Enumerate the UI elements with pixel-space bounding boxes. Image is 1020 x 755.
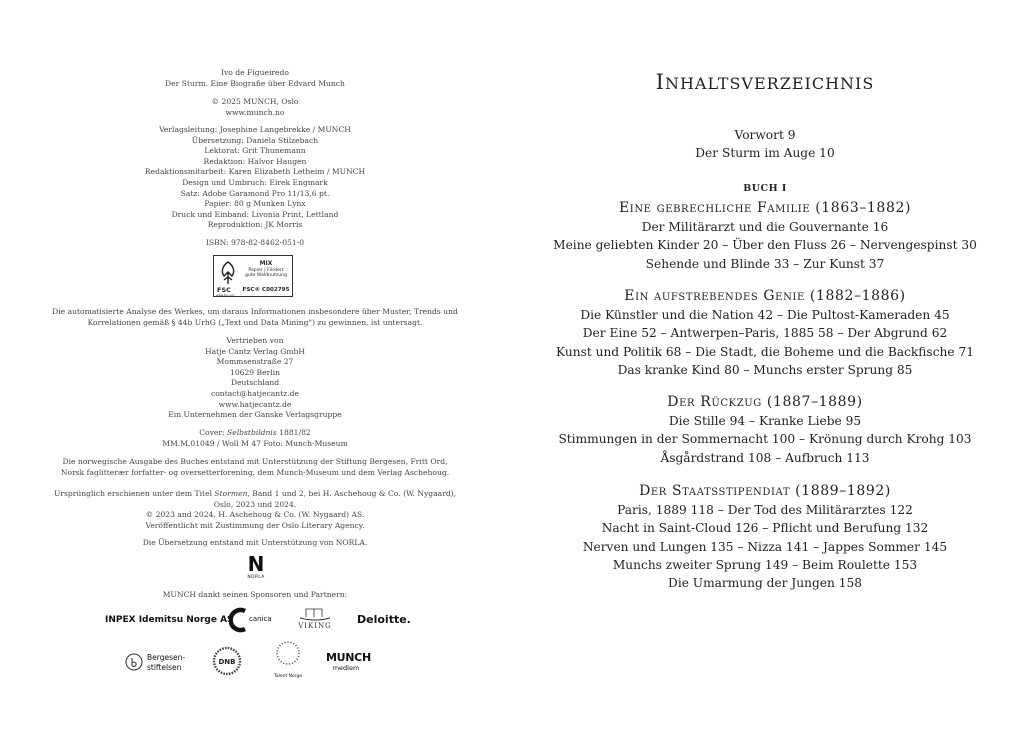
imprint-line: Druck und Einband: Livonia Print, Lettland [171, 209, 339, 219]
toc-chapter-title: Eine gebrechliche Familie (1863–1882) [618, 200, 912, 216]
imprint-line: Oslo, 2023 und 2024. [213, 499, 297, 509]
imprint-line: Design und Umbruch: Eirek Engmark [182, 177, 328, 187]
talent-norge-emblem-icon [275, 640, 301, 666]
deloitte-logo: Deloitte. [357, 613, 411, 626]
munch-member-sub: medlem [332, 664, 360, 672]
imprint-line: Lektorat: Grit Thunemann [204, 146, 306, 156]
imprint-line: MM.M.01049 / Woll M 47 Foto: Munch-Museum [162, 438, 348, 448]
toc-entry: Munchs zweiter Sprung 149 – Beim Roulette 153 [612, 557, 918, 572]
munch-member-logo [326, 651, 370, 672]
toc-entry: Stimmungen in der Sommernacht 100 – Krönung durch Krohg 103 [558, 432, 972, 447]
cover-prefix: Cover: [199, 428, 228, 437]
toc-chapter-3 [510, 392, 1020, 467]
viking-ship-icon [292, 606, 338, 622]
fsc-code: FSC® C002795 [242, 287, 290, 293]
bergesen-line: stiftelsen [147, 663, 182, 672]
imprint-line: 10629 Berlin [229, 367, 281, 377]
original-edition-note [0, 489, 510, 531]
fsc-logo [213, 255, 293, 297]
bergesen-emblem-icon [125, 653, 143, 671]
imprint-line: Ivo de Figueiredo [221, 68, 289, 77]
imprint-line: © 2025 MUNCH, Oslo [211, 97, 299, 106]
cover-credit [0, 428, 510, 449]
toc-entry: Kunst und Politik 68 – Die Stadt, die Boheme und die Backfische 71 [556, 344, 974, 359]
imprint-line: Vertrieben von [226, 336, 284, 345]
imprint-line: Der Sturm. Eine Biografie über Edvard Munch [165, 78, 345, 88]
imprint-line: Redaktionsmitarbeit: Karen Elizabeth Letheim / MUNCH [144, 167, 366, 177]
imprint-line [0, 489, 510, 500]
toc-title [510, 70, 1020, 94]
canica-logo [229, 606, 273, 634]
norla-logo-letter: N [247, 552, 265, 576]
imprint-line: Ein Unternehmen der Ganske Verlagsgruppe [168, 410, 342, 420]
sparebankstiftelsen-logo-icon [211, 645, 243, 677]
imprint-line: Mommsenstraße 27 [216, 357, 294, 367]
imprint-line: Papier: 80 g Munken Lynx [204, 199, 306, 209]
inpex-logo: INPEX Idemitsu Norge AS [105, 615, 234, 625]
imprint-line: www.munch.no [225, 107, 285, 117]
fsc-web: www.fsc.org [216, 293, 235, 297]
norwegian-edition-note [0, 457, 510, 478]
imprint-line: Verlagsleitung: Josephine Langebrekke / MUNCH [159, 125, 351, 134]
toc-chapter-title: Der Rückzug (1887–1889) [667, 394, 863, 410]
imprint-credits-block [0, 125, 510, 231]
toc-entry: Vorwort 9 [734, 128, 796, 142]
bergesen-logo [125, 648, 195, 676]
viking-text: VIKING [298, 622, 332, 630]
bergesen-line: Bergesen- [147, 653, 186, 662]
toc-entry: Die Künstler und die Nation 42 – Die Pultost-Kameraden 45 [580, 308, 950, 322]
imprint-copyright-block [0, 97, 510, 118]
imprint-line: Die norwegische Ausgabe des Buches entstand mit Unterstützung der Stiftung Bergesen, Fritt Ord, [62, 457, 448, 466]
toc-chapter-4 [510, 481, 1020, 592]
toc-entry: Åsgårdstrand 108 – Aufbruch 113 [660, 450, 870, 465]
cover-suffix: 1881/82 [276, 428, 311, 437]
fsc-tree-icon [218, 260, 238, 286]
imprint-line: Deutschland [230, 378, 280, 388]
toc-entry: Der Militärarzt und die Gouvernante 16 [641, 220, 889, 234]
toc-entry: Nacht in Saint-Cloud 126 – Pflicht und Berufung 132 [601, 521, 929, 536]
fsc-sub-line: gute Waldnutzung [245, 273, 287, 279]
toc-chapter-title: Ein aufstrebendes Genie (1882–1886) [624, 288, 906, 304]
talent-norge-logo [268, 640, 308, 682]
norla-logo [243, 553, 269, 580]
bergesen-text [147, 653, 185, 673]
toc-page [510, 0, 1020, 755]
toc-entry: Nerven und Lungen 135 – Nizza 141 – Jappes Sommer 145 [582, 539, 948, 554]
imprint-line: Norsk faglitterær forfatter- og oversetterforening, dem Munch-Museum und dem Verlag Aschehoug. [60, 467, 450, 477]
toc-entry: Paris, 1889 118 – Der Tod des Militärarztes 122 [617, 503, 913, 517]
toc-entry: Meine geliebten Kinder 20 – Über den Fluss 26 – Nervengespinst 30 [553, 238, 977, 253]
norla-logo-text: NORLA [247, 575, 265, 580]
norla-note: Die Übersetzung entstand mit Unterstützung von NORLA. [142, 538, 368, 547]
imprint-line: Redaktion: Halvor Haugen [203, 156, 307, 166]
imprint-line: www.hatjecantz.de [218, 399, 292, 409]
munch-member-text: MUNCH [326, 651, 371, 664]
orig-title: Stormen [214, 489, 248, 498]
toc-chapter-title: Der Staatsstipendiat (1889–1892) [639, 483, 891, 499]
imprint-line: Hatje Cantz Verlag GmbH [204, 346, 306, 356]
fsc-subtext [241, 268, 291, 278]
talent-norge-text: Talent Norge [273, 674, 303, 679]
toc-part-heading: BUCH I [743, 183, 787, 194]
canica-text: canica [249, 615, 272, 623]
imprint-line: Satz: Adobe Garamond Pro 11/13,6 pt. [180, 188, 330, 198]
fsc-label: FSC [217, 286, 231, 294]
imprint-line: © 2023 and 2024, H. Aschehoug & Co. (W. Nygaard) AS. [145, 510, 365, 520]
svg-text:DNB: DNB [218, 658, 236, 666]
imprint-line: Übersetzung: Daniela Stilzebach [191, 135, 319, 145]
toc-title-rest: NHALTSVERZEICHNIS [664, 74, 875, 93]
toc-entry: Der Eine 52 – Antwerpen–Paris, 1885 58 – Der Abgrund 62 [582, 326, 948, 341]
toc-entry: Das kranke Kind 80 – Munchs erster Sprung 85 [617, 362, 913, 377]
toc-entry: Die Stille 94 – Kranke Liebe 95 [668, 414, 862, 428]
imprint-line: Veröffentlicht mit Zustimmung der Oslo Literary Agency. [145, 520, 365, 530]
distributor-block [0, 336, 510, 421]
sponsors-heading: MUNCH dankt seinen Sponsoren und Partnern: [162, 590, 348, 599]
tdm-notice [0, 307, 510, 328]
toc-entry: Sehende und Blinde 33 – Zur Kunst 37 [645, 256, 885, 271]
cover-title: Selbstbildnis [227, 428, 277, 437]
imprint-line: Die automatisierte Analyse des Werkes, um daraus Informationen insbesondere über Muster, Trends und [52, 307, 458, 316]
toc-intro [510, 126, 1020, 163]
isbn: ISBN: 978-82-8462-051-0 [205, 238, 305, 247]
orig-suffix: , Band 1 und 2, bei H. Aschehoug & Co. (W. Nygaard), [247, 489, 457, 498]
canica-c-icon [229, 606, 247, 634]
imprint-line: Reproduktion: JK Morris [207, 220, 303, 230]
toc-chapter-2 [510, 286, 1020, 379]
toc-title-initial: I [655, 70, 665, 94]
imprint-line: contact@hatjecantz.de [210, 388, 299, 398]
fsc-mix: MIX [259, 260, 273, 267]
toc-chapter-1 [510, 198, 1020, 273]
toc-entry: Die Umarmung der Jungen 158 [668, 576, 862, 591]
imprint-line: Korrelationen gemäß § 44b UrhG („Text und Data Mining") zu gewinnen, ist untersagt. [87, 317, 423, 327]
imprint-line [0, 428, 510, 439]
orig-prefix: Ursprünglich erschienen unter dem Titel [53, 489, 215, 498]
viking-logo [292, 606, 338, 634]
imprint-author-block [0, 68, 510, 89]
fsc-sub-line: Papier | Fördert [248, 268, 284, 273]
toc-entry: Der Sturm im Auge 10 [695, 146, 835, 161]
